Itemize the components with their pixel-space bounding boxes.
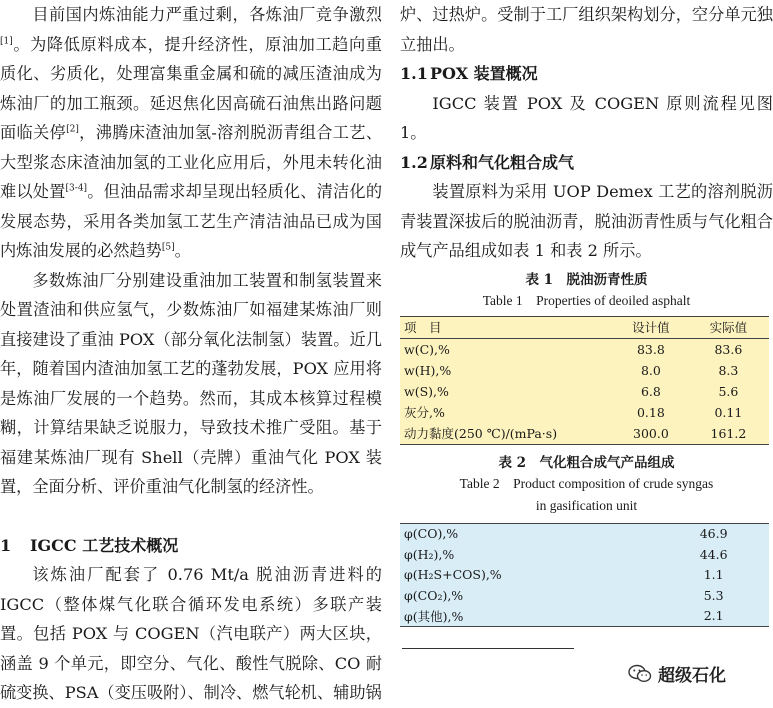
table-cell: φ(其他),% [404, 608, 464, 624]
igcc-paragraph: 该炼油厂配套了 0.76 Mt/a 脱油沥青进料的 IGCC（整体煤气化联合循环发电系统）多联产装置。包括 POX 与 COGEN（汽电联产）两大区块，涵盖 9 个单元，即空分、气化、酸性气脱除、CO 耐硫变换、PSA（变压吸附）、制冷、燃气轮机、辅助锅 [0, 565, 382, 702]
table-row [400, 381, 769, 402]
table-cell: 5.3 [703, 587, 724, 603]
flow-paragraph: IGCC 装置 POX 及 COGEN 原则流程见图 1。 [400, 93, 773, 142]
left-column [0, 0, 382, 708]
table-cell: 161.2 [710, 425, 747, 441]
table-row [400, 423, 769, 445]
wechat-icon [628, 664, 652, 684]
table-row [400, 338, 769, 360]
citation-ref: [2] [66, 124, 79, 135]
table-cell: φ(CO₂),% [404, 587, 464, 603]
table1-caption-cn: 表 1 脱油沥青性质 [525, 271, 648, 288]
table-row [400, 544, 769, 565]
table-header: 项 目 [404, 320, 442, 335]
table-cell: w(H),% [404, 362, 452, 378]
citation-ref: [3-4] [65, 183, 88, 194]
citation-ref: [1] [0, 36, 13, 47]
table-cell: 8.3 [718, 362, 739, 378]
table1-caption-en: Table 1 Properties of deoiled asphalt [482, 292, 691, 308]
table-cell: 83.8 [636, 341, 665, 357]
watermark-text: 超级石化 [658, 666, 726, 686]
table2-caption-cn: 表 2 气化粗合成气产品组成 [498, 454, 675, 471]
table-cell: 1.1 [703, 567, 724, 583]
table-cell: 0.18 [636, 404, 665, 420]
table-header: 设计值 [632, 320, 670, 335]
table-row [400, 585, 769, 606]
table-cell: w(C),% [404, 341, 450, 357]
table-row [400, 360, 769, 381]
table-cell: φ(CO),% [404, 526, 459, 542]
table-1-deoiled-asphalt [400, 316, 769, 445]
table-cell: 5.6 [718, 383, 739, 399]
table-cell: 2.1 [703, 608, 724, 624]
table-header-row [400, 316, 769, 338]
watermark [628, 661, 726, 686]
table-cell: 6.8 [640, 383, 661, 399]
table-2-syngas-composition [400, 523, 769, 628]
table-cell: 300.0 [633, 425, 669, 441]
table-cell: 动力黏度(250 ℃)/(mPa·s) [404, 426, 558, 441]
table-cell: 灰分,% [404, 405, 445, 420]
section-heading-1-1: 1.1 POX 装置概况 [400, 64, 538, 83]
feedstock-paragraph: 装置原料为采用 UOP Demex 工艺的溶剂脱沥青装置深拔后的脱油沥青，脱油沥青性质与气化粗合成气产品组成如表 1 和表 2 所示。 [400, 182, 773, 260]
table-cell: 0.11 [714, 404, 743, 420]
table-row [400, 606, 769, 627]
table-row [400, 402, 769, 423]
table-cell: 44.6 [699, 546, 728, 562]
table-cell: φ(H₂),% [404, 546, 455, 562]
table-row [400, 523, 769, 544]
continued-paragraph: 炉、过热炉。受制于工厂组织架构划分，空分单元独立抽出。 [400, 5, 773, 54]
table2-caption-en: Table 2 Product composition of crude syngas [459, 475, 714, 491]
table-header: 实际值 [709, 320, 748, 335]
intro-paragraph: 目前国内炼油能力严重过剩，各炼油厂竞争激烈[1]。为降低原料成本，提升经济性，原油加工趋向重质化、劣质化，处理富集重金属和硫的减压渣油成为炼油厂的加工瓶颈。延迟焦化因高硫石油焦出路问题面临关停[2]，沸腾床渣油加氢-溶剂脱沥青组合工艺、大型浆态床渣油加氢的工业化应用后，外甩未转化油难以处置[3-4]。但油品需求却呈现出轻质化、清洁化的发展态势，采用各类加氢工艺生产清洁油品已成为国内炼油发展的必然趋势[5]。 [0, 5, 383, 260]
section-heading-1: 1 IGCC 工艺技术概况 [0, 535, 179, 555]
table-cell: 8.0 [640, 362, 661, 378]
table-cell: φ(H₂S+COS),% [404, 567, 502, 583]
table-cell: 83.6 [714, 341, 743, 357]
table-cell: 46.9 [699, 526, 728, 542]
table-row [400, 565, 769, 586]
table-cell: w(S),% [404, 383, 449, 399]
right-column [400, 0, 773, 649]
background-paragraph: 多数炼油厂分别建设重油加工装置和制氢装置来处置渣油和供应氢气，少数炼油厂如福建某炼油厂则直接建设了重油 POX（部分氧化法制氢）装置。近几年，随着国内渣油加氢工艺的蓬勃发展，POX 应用将是炼油厂发展的一个趋势。然而，其成本核算过程模糊，计算结果缺乏说服力，导致技术推广受阻。基于福建某炼油厂现有 Shell（壳牌）重油气化 POX 装置，全面分析、评价重油气化制氢的经济性。 [0, 270, 382, 496]
table2-caption-en-line2: in gasification unit [535, 497, 638, 513]
citation-ref: [5] [161, 242, 175, 253]
footnote-divider [402, 648, 574, 649]
section-heading-1-2: 1.2 原料和气化粗合成气 [400, 152, 575, 172]
